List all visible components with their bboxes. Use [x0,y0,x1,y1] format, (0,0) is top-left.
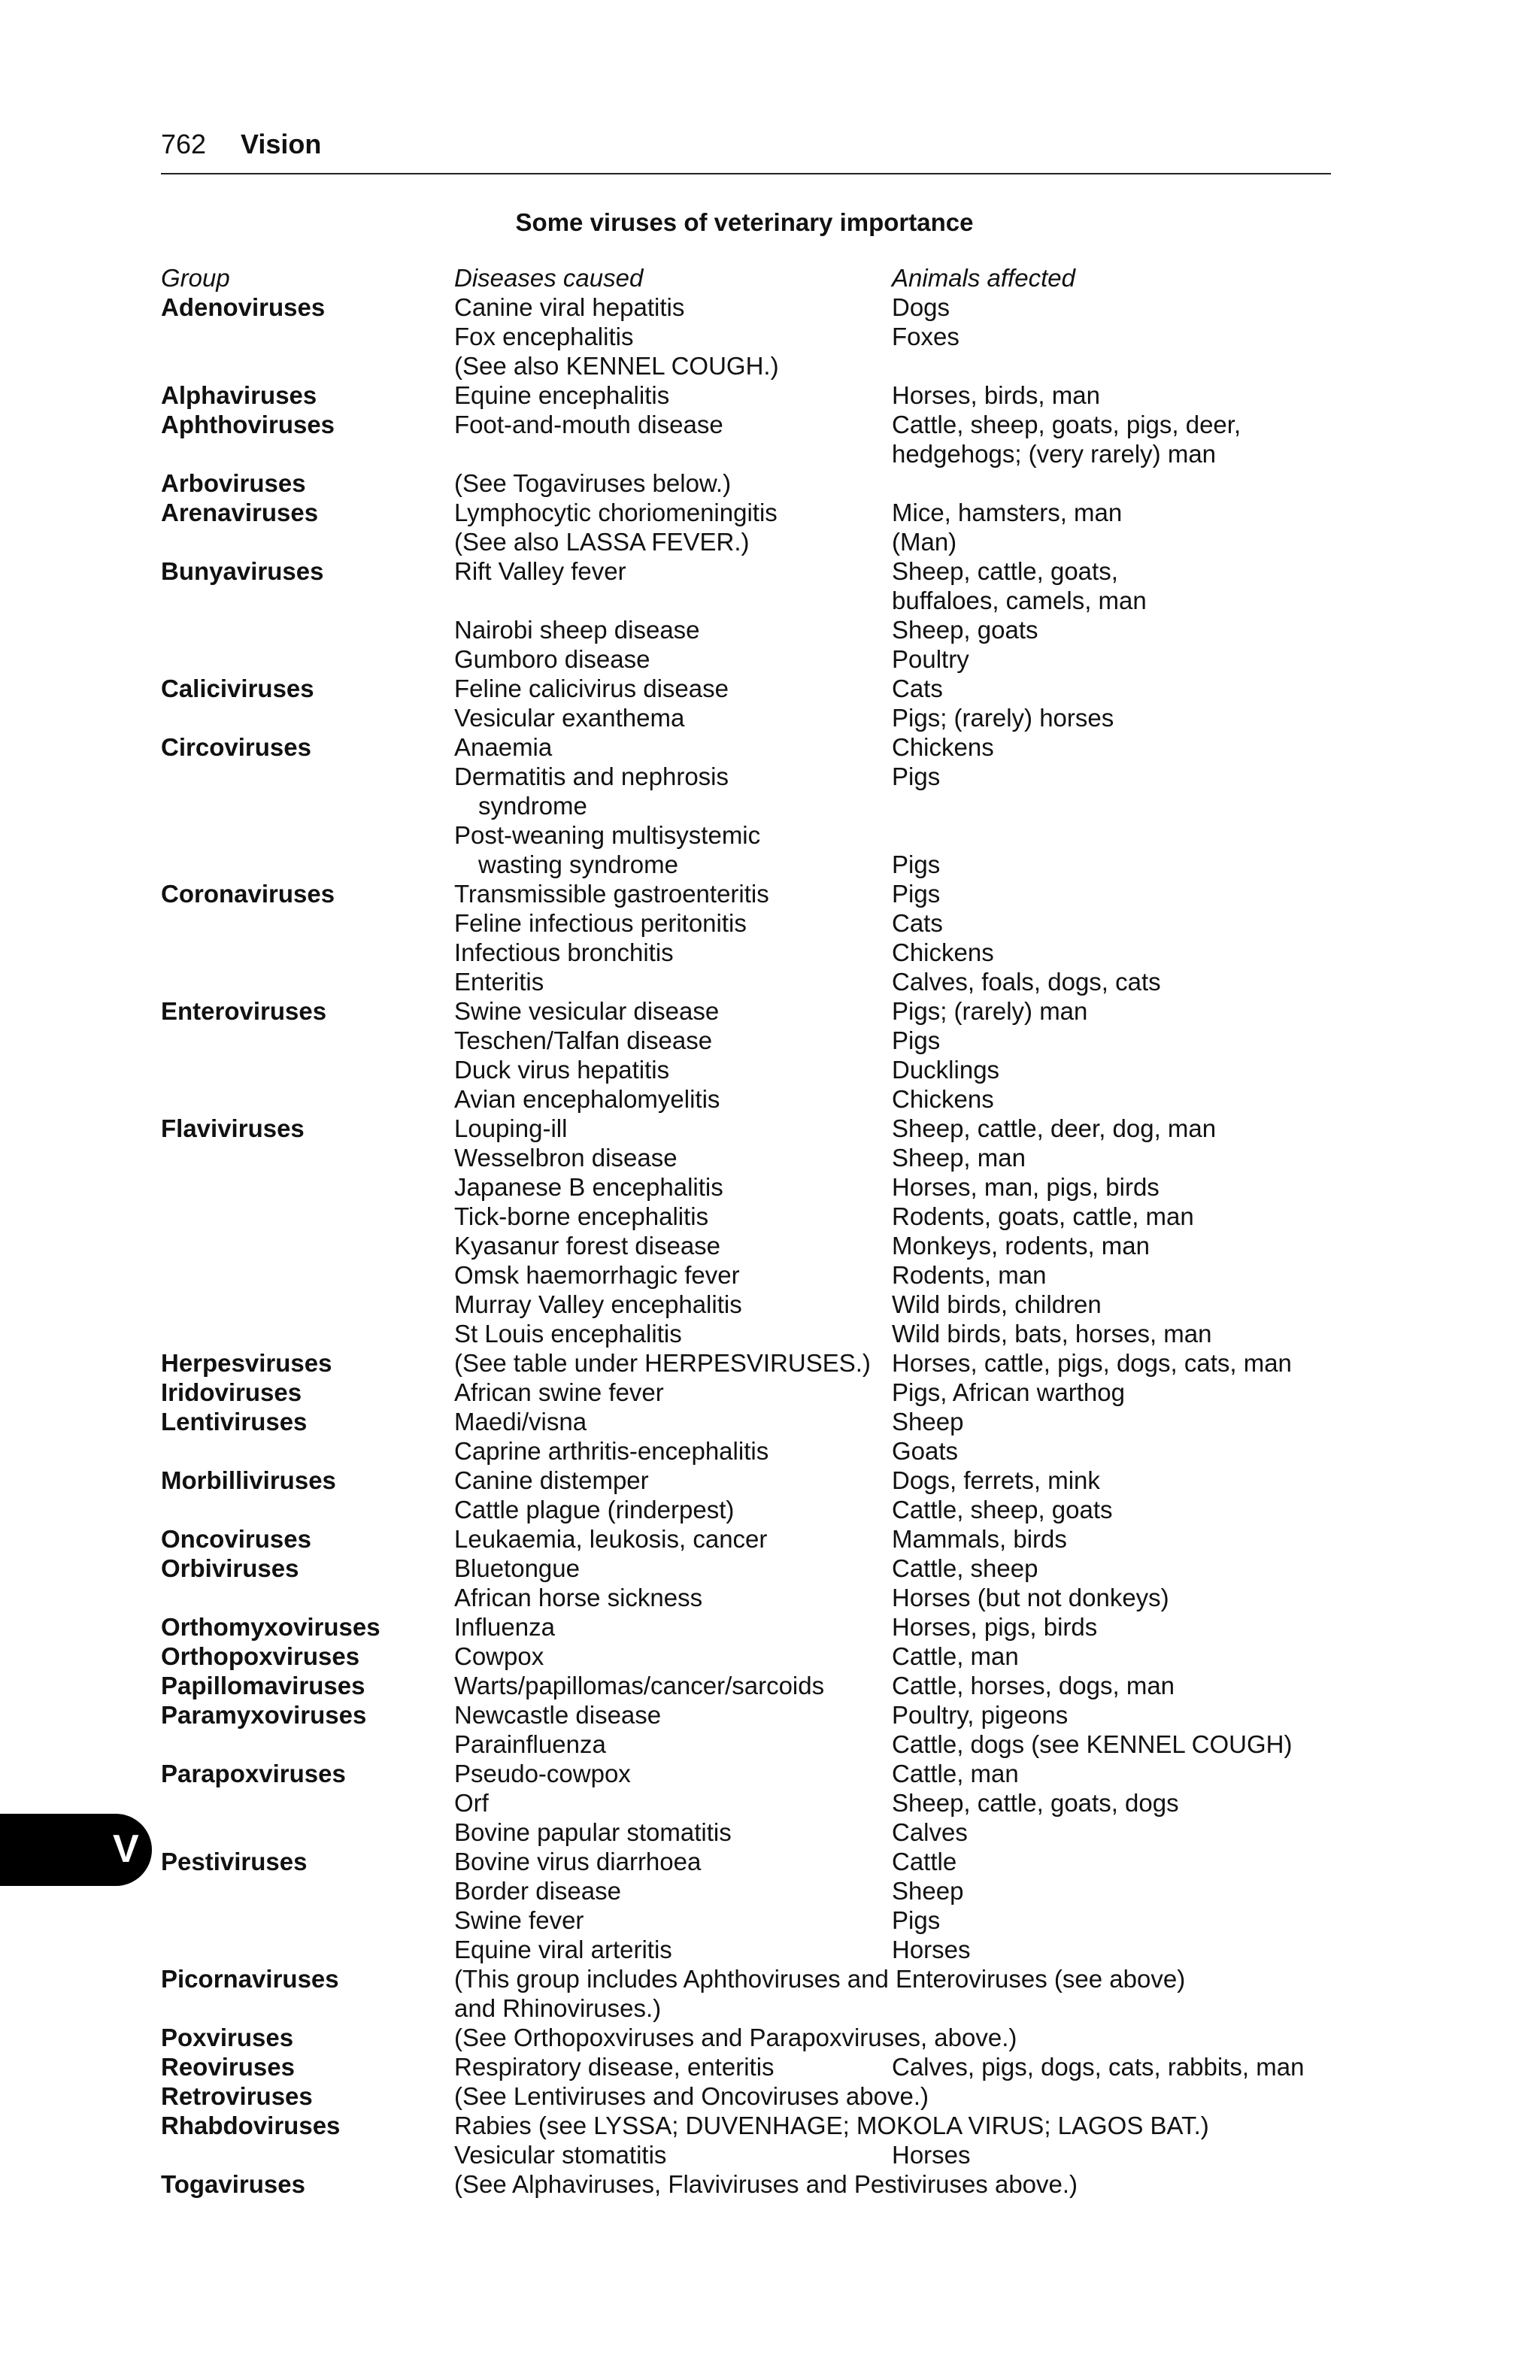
table-row [161,2111,1364,2140]
table-row [161,1260,1364,1290]
table-row [161,1143,1364,1172]
page-header [161,125,1331,174]
column-header-diseases: Diseases caused [454,264,644,292]
disease-cell: Enteritis [454,968,544,996]
table-row [161,1700,1364,1730]
disease-cell: and Rhinoviruses.) [454,1994,662,2022]
disease-cell: Bovine virus diarrhoea [454,1848,702,1875]
disease-cell: Vesicular exanthema [454,704,685,732]
disease-cell: (This group includes Aphthoviruses and Enteroviruses (see above) [454,1965,1186,1993]
disease-cell: Wesselbron disease [454,1144,678,1172]
group-cell: Alphaviruses [161,381,317,409]
animals-cell: Calves, pigs, dogs, cats, rabbits, man [892,2053,1305,2081]
animals-cell: Horses, man, pigs, birds [892,1173,1160,1201]
table-caption: Some viruses of veterinary importance [515,208,974,236]
disease-cell: Japanese B encephalitis [454,1173,723,1201]
table-row [161,1964,1364,1993]
group-cell: Adenoviruses [161,293,326,321]
animals-cell: Wild birds, bats, horses, man [892,1320,1212,1348]
group-cell: Oncoviruses [161,1525,311,1553]
disease-cell: Louping-ill [454,1114,568,1142]
table-row [161,1642,1364,1671]
animals-cell: Cattle, horses, dogs, man [892,1672,1175,1699]
animals-cell: Pigs [892,850,941,878]
table-row [161,527,1364,556]
disease-cell: Fox encephalitis [454,323,634,350]
disease-cell: African swine fever [454,1378,664,1406]
disease-cell: Orf [454,1789,489,1817]
disease-cell: (See also KENNEL COUGH.) [454,352,779,380]
disease-cell: syndrome [478,792,587,820]
table-row [161,468,1364,498]
disease-cell: Dermatitis and nephrosis [454,763,729,790]
table-row [161,2140,1364,2169]
table-row [161,644,1364,674]
animals-cell: Goats [892,1437,959,1465]
table-row [161,1612,1364,1642]
group-cell: Iridoviruses [161,1378,302,1406]
disease-cell: Teschen/Talfan disease [454,1026,713,1054]
disease-cell: Rabies (see LYSSA; DUVENHAGE; MOKOLA VIRUS; LAGOS BAT.) [454,2112,1209,2139]
table-row [161,1348,1364,1378]
table-row [161,351,1364,380]
disease-cell: Tick-borne encephalitis [454,1202,709,1230]
animals-cell: Cattle, man [892,1760,1019,1787]
animals-cell: Mice, hamsters, man [892,499,1123,526]
animals-cell: Poultry, pigeons [892,1701,1069,1729]
table-row [161,1671,1364,1700]
animals-cell: Sheep, cattle, deer, dog, man [892,1114,1217,1142]
table-row [161,1583,1364,1612]
group-cell: Arboviruses [161,469,306,497]
animals-cell: Calves [892,1818,968,1846]
disease-cell: Cattle plague (rinderpest) [454,1496,735,1524]
animals-cell: Chickens [892,733,994,761]
table-row [161,586,1364,615]
disease-cell: (See table under HERPESVIRUSES.) [454,1349,871,1377]
disease-cell: African horse sickness [454,1584,703,1611]
animals-cell: Pigs [892,880,941,908]
table-row [161,1114,1364,1143]
disease-cell: Lymphocytic choriomeningitis [454,499,778,526]
disease-cell: Gumboro disease [454,645,650,673]
table-row [161,762,1364,791]
disease-cell: Vesicular stomatitis [454,2141,667,2169]
table-row [161,1407,1364,1436]
table-header-row [161,263,1364,293]
disease-cell: Border disease [454,1877,621,1905]
table-body [161,293,1364,2199]
table-row [161,703,1364,732]
disease-cell: Swine vesicular disease [454,997,720,1025]
disease-cell: Kyasanur forest disease [454,1232,721,1260]
group-cell: Caliciviruses [161,675,314,702]
table-row [161,1876,1364,1906]
group-cell: Paramyxoviruses [161,1701,367,1729]
disease-cell: Omsk haemorrhagic fever [454,1261,740,1289]
disease-cell: Feline calicivirus disease [454,675,729,702]
animals-cell: Cattle, sheep, goats, pigs, deer, [892,411,1241,438]
animals-cell: Cattle, sheep [892,1554,1038,1582]
animals-cell: Sheep, cattle, goats, dogs [892,1789,1179,1817]
animals-cell: Sheep [892,1877,964,1905]
table-row [161,674,1364,703]
animals-cell: Mammals, birds [892,1525,1067,1553]
group-cell: Picornaviruses [161,1965,339,1993]
table-row [161,1466,1364,1495]
disease-cell: (See Togaviruses below.) [454,469,732,497]
group-cell: Flaviviruses [161,1114,305,1142]
disease-cell: (See also LASSA FEVER.) [454,528,750,556]
table-row [161,938,1364,967]
column-header-animals: Animals affected [892,264,1075,292]
table-row [161,879,1364,908]
table-row [161,967,1364,996]
table-row [161,2052,1364,2081]
group-cell: Poxviruses [161,2024,294,2051]
disease-cell: Influenza [454,1613,555,1641]
animals-cell: Cats [892,675,943,702]
animals-cell: Horses, birds, man [892,381,1100,409]
group-cell: Enteroviruses [161,997,327,1025]
animals-cell: Cattle, sheep, goats [892,1496,1113,1524]
animals-cell: Sheep, man [892,1144,1026,1172]
animals-cell: Dogs, ferrets, mink [892,1466,1100,1494]
group-cell: Coronaviruses [161,880,335,908]
group-cell: Morbilliviruses [161,1466,336,1494]
animals-cell: Sheep, cattle, goats, [892,557,1118,585]
table-row [161,1759,1364,1788]
table-row [161,1993,1364,2023]
disease-cell: Newcastle disease [454,1701,662,1729]
group-cell: Lentiviruses [161,1408,308,1436]
column-header-group: Group [161,264,230,292]
animals-cell: Chickens [892,1085,994,1113]
table-row [161,791,1364,820]
group-cell: Herpesviruses [161,1349,332,1377]
table-row [161,2081,1364,2111]
disease-cell: Warts/papillomas/cancer/sarcoids [454,1672,825,1699]
disease-cell: wasting syndrome [478,850,678,878]
animals-cell: Foxes [892,323,959,350]
animals-cell: Pigs; (rarely) man [892,997,1088,1025]
group-cell: Arenaviruses [161,499,319,526]
disease-cell: Rift Valley fever [454,557,626,585]
table-row [161,820,1364,850]
disease-cell: Nairobi sheep disease [454,616,700,644]
disease-cell: Murray Valley encephalitis [454,1290,742,1318]
group-cell: Papillomaviruses [161,1672,365,1699]
disease-cell: Respiratory disease, enteritis [454,2053,775,2081]
table-row [161,1818,1364,1847]
animals-cell: Sheep [892,1408,964,1436]
table-row [161,732,1364,762]
table-row [161,1730,1364,1759]
animals-cell: Dogs [892,293,950,321]
group-cell: Parapoxviruses [161,1760,346,1787]
disease-cell: Equine viral arteritis [454,1936,672,1963]
table-row [161,1554,1364,1583]
animals-cell: Horses, cattle, pigs, dogs, cats, man [892,1349,1292,1377]
table-row [161,322,1364,351]
page-number: 762 [161,129,207,159]
group-cell: Aphthoviruses [161,411,335,438]
disease-cell: Anaemia [454,733,553,761]
animals-cell: hedgehogs; (very rarely) man [892,440,1217,468]
thumb-index-letter: V [113,1827,139,1871]
table-row [161,1055,1364,1084]
group-cell: Pestiviruses [161,1848,308,1875]
animals-cell: Horses (but not donkeys) [892,1584,1169,1611]
table-row [161,996,1364,1026]
animals-cell: Horses, pigs, birds [892,1613,1098,1641]
disease-cell: (See Orthopoxviruses and Parapoxviruses, above.) [454,2024,1017,2051]
animals-cell: Pigs [892,763,941,790]
group-cell: Circoviruses [161,733,311,761]
table-row [161,908,1364,938]
animals-cell: Pigs [892,1906,941,1934]
disease-cell: Parainfluenza [454,1730,606,1758]
animals-cell: Ducklings [892,1056,1000,1084]
table-row [161,1847,1364,1876]
virus-table [161,263,1364,2199]
disease-cell: Caprine arthritis-encephalitis [454,1437,769,1465]
group-cell: Retroviruses [161,2082,313,2110]
disease-cell: Post-weaning multisystemic [454,821,761,849]
table-row [161,1084,1364,1114]
animals-cell: Chickens [892,938,994,966]
disease-cell: Canine viral hepatitis [454,293,685,321]
group-cell: Rhabdoviruses [161,2112,341,2139]
group-cell: Orthopoxviruses [161,1642,360,1670]
group-cell: Togaviruses [161,2170,305,2198]
disease-cell: (See Alphaviruses, Flaviviruses and Pestiviruses above.) [454,2170,1078,2198]
animals-cell: Cattle, dogs (see KENNEL COUGH) [892,1730,1293,1758]
disease-cell: Infectious bronchitis [454,938,674,966]
table-row [161,1378,1364,1407]
disease-cell: Pseudo-cowpox [454,1760,631,1787]
table-row [161,1495,1364,1524]
table-row [161,1935,1364,1964]
group-cell: Orthomyxoviruses [161,1613,380,1641]
animals-cell: (Man) [892,528,957,556]
animals-cell: Rodents, goats, cattle, man [892,1202,1194,1230]
animals-cell: Cattle, man [892,1642,1019,1670]
animals-cell: Pigs, African warthog [892,1378,1125,1406]
animals-cell: Cattle [892,1848,957,1875]
table-row [161,615,1364,644]
disease-cell: Feline infectious peritonitis [454,909,747,937]
table-row [161,1319,1364,1348]
table-row [161,1906,1364,1935]
table-row [161,439,1364,468]
disease-cell: (See Lentiviruses and Oncoviruses above.) [454,2082,929,2110]
animals-cell: Monkeys, rodents, man [892,1232,1150,1260]
table-row [161,380,1364,410]
disease-cell: Leukaemia, leukosis, cancer [454,1525,768,1553]
animals-cell: Sheep, goats [892,616,1038,644]
table-row [161,1290,1364,1319]
table-row [161,2023,1364,2052]
disease-cell: Foot-and-mouth disease [454,411,723,438]
animals-cell: Rodents, man [892,1261,1047,1289]
disease-cell: St Louis encephalitis [454,1320,682,1348]
disease-cell: Duck virus hepatitis [454,1056,670,1084]
table-row [161,1231,1364,1260]
table-row [161,1524,1364,1554]
group-cell: Orbiviruses [161,1554,299,1582]
table-row [161,293,1364,322]
animals-cell: Calves, foals, dogs, cats [892,968,1161,996]
table-row [161,410,1364,439]
group-cell: Reoviruses [161,2053,295,2081]
disease-cell: Avian encephalomyelitis [454,1085,720,1113]
animals-cell: Poultry [892,645,969,673]
table-row [161,1172,1364,1202]
table-row [161,556,1364,586]
animals-cell: Horses [892,1936,971,1963]
animals-cell: Horses [892,2141,971,2169]
table-row [161,1026,1364,1055]
table-row [161,1788,1364,1818]
running-title: Vision [241,129,322,159]
disease-cell: Swine fever [454,1906,584,1934]
table-row [161,2169,1364,2199]
animals-cell: Pigs [892,1026,941,1054]
table-row [161,498,1364,527]
disease-cell: Equine encephalitis [454,381,670,409]
disease-cell: Maedi/visna [454,1408,587,1436]
disease-cell: Canine distemper [454,1466,649,1494]
table-row [161,1202,1364,1231]
disease-cell: Bovine papular stomatitis [454,1818,732,1846]
disease-cell: Transmissible gastroenteritis [454,880,769,908]
table-row [161,1436,1364,1466]
table-row [161,850,1364,879]
animals-cell: buffaloes, camels, man [892,587,1147,614]
animals-cell: Cats [892,909,943,937]
animals-cell: Wild birds, children [892,1290,1102,1318]
animals-cell: Pigs; (rarely) horses [892,704,1114,732]
group-cell: Bunyaviruses [161,557,324,585]
disease-cell: Bluetongue [454,1554,580,1582]
disease-cell: Cowpox [454,1642,544,1670]
